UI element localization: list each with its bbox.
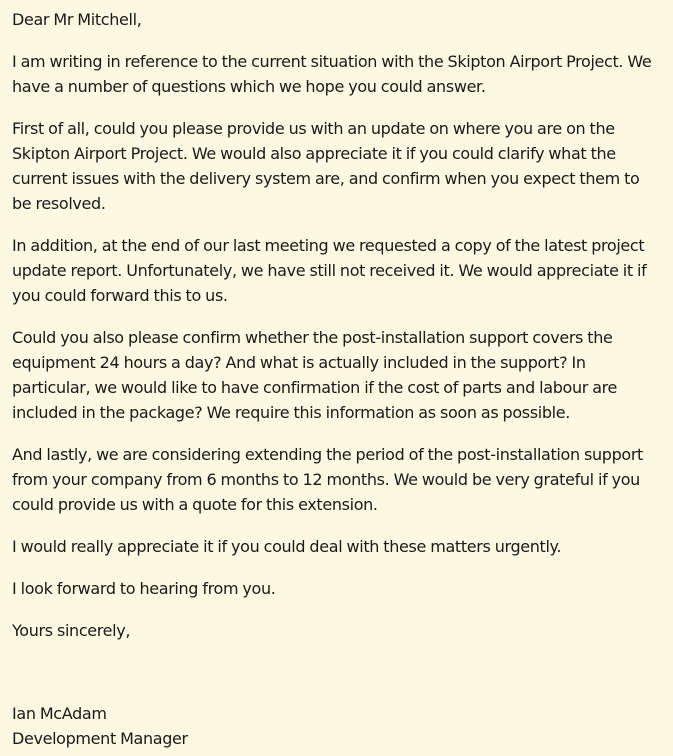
paragraph-urgency: I would really appreciate it if you could deal with these matters urgently. bbox=[12, 537, 562, 556]
salutation: Dear Mr Mitchell, bbox=[12, 10, 142, 29]
paragraph-look-forward: I look forward to hearing from you. bbox=[12, 579, 276, 598]
paragraph-reference: I am writing in reference to the current situation with the Skipton Airport Project. We have a number of questions which we hope you could answer. bbox=[12, 52, 652, 96]
paragraph-extension-quote: And lastly, we are considering extending the period of the post-installation support from your company from 6 months to 12 months. We would be very grateful if you could provide us with a quote for this extension. bbox=[12, 445, 643, 514]
signature-block bbox=[12, 701, 659, 751]
signature-name: Ian McAdam bbox=[12, 704, 107, 723]
paragraph-project-update: First of all, could you please provide us with an update on where you are on the Skipton Airport Project. We would also appreciate it if you could clarify what the current issues with the delivery system are, and confirm when you expect them to be resolved. bbox=[12, 119, 640, 213]
paragraph-support-questions: Could you also please confirm whether the post-installation support covers the equipment 24 hours a day? And what is actually included in the support? In particular, we would like to have confirmation if the cost of parts and labour are included in the package? We require this information as soon as possible. bbox=[12, 328, 618, 422]
signature-title: Development Manager bbox=[12, 729, 188, 748]
paragraph-report-request: In addition, at the end of our last meeting we requested a copy of the latest project update report. Unfortunately, we have still not received it. We would appreciate it if you could forward this to us. bbox=[12, 236, 647, 305]
closing: Yours sincerely, bbox=[12, 621, 131, 640]
